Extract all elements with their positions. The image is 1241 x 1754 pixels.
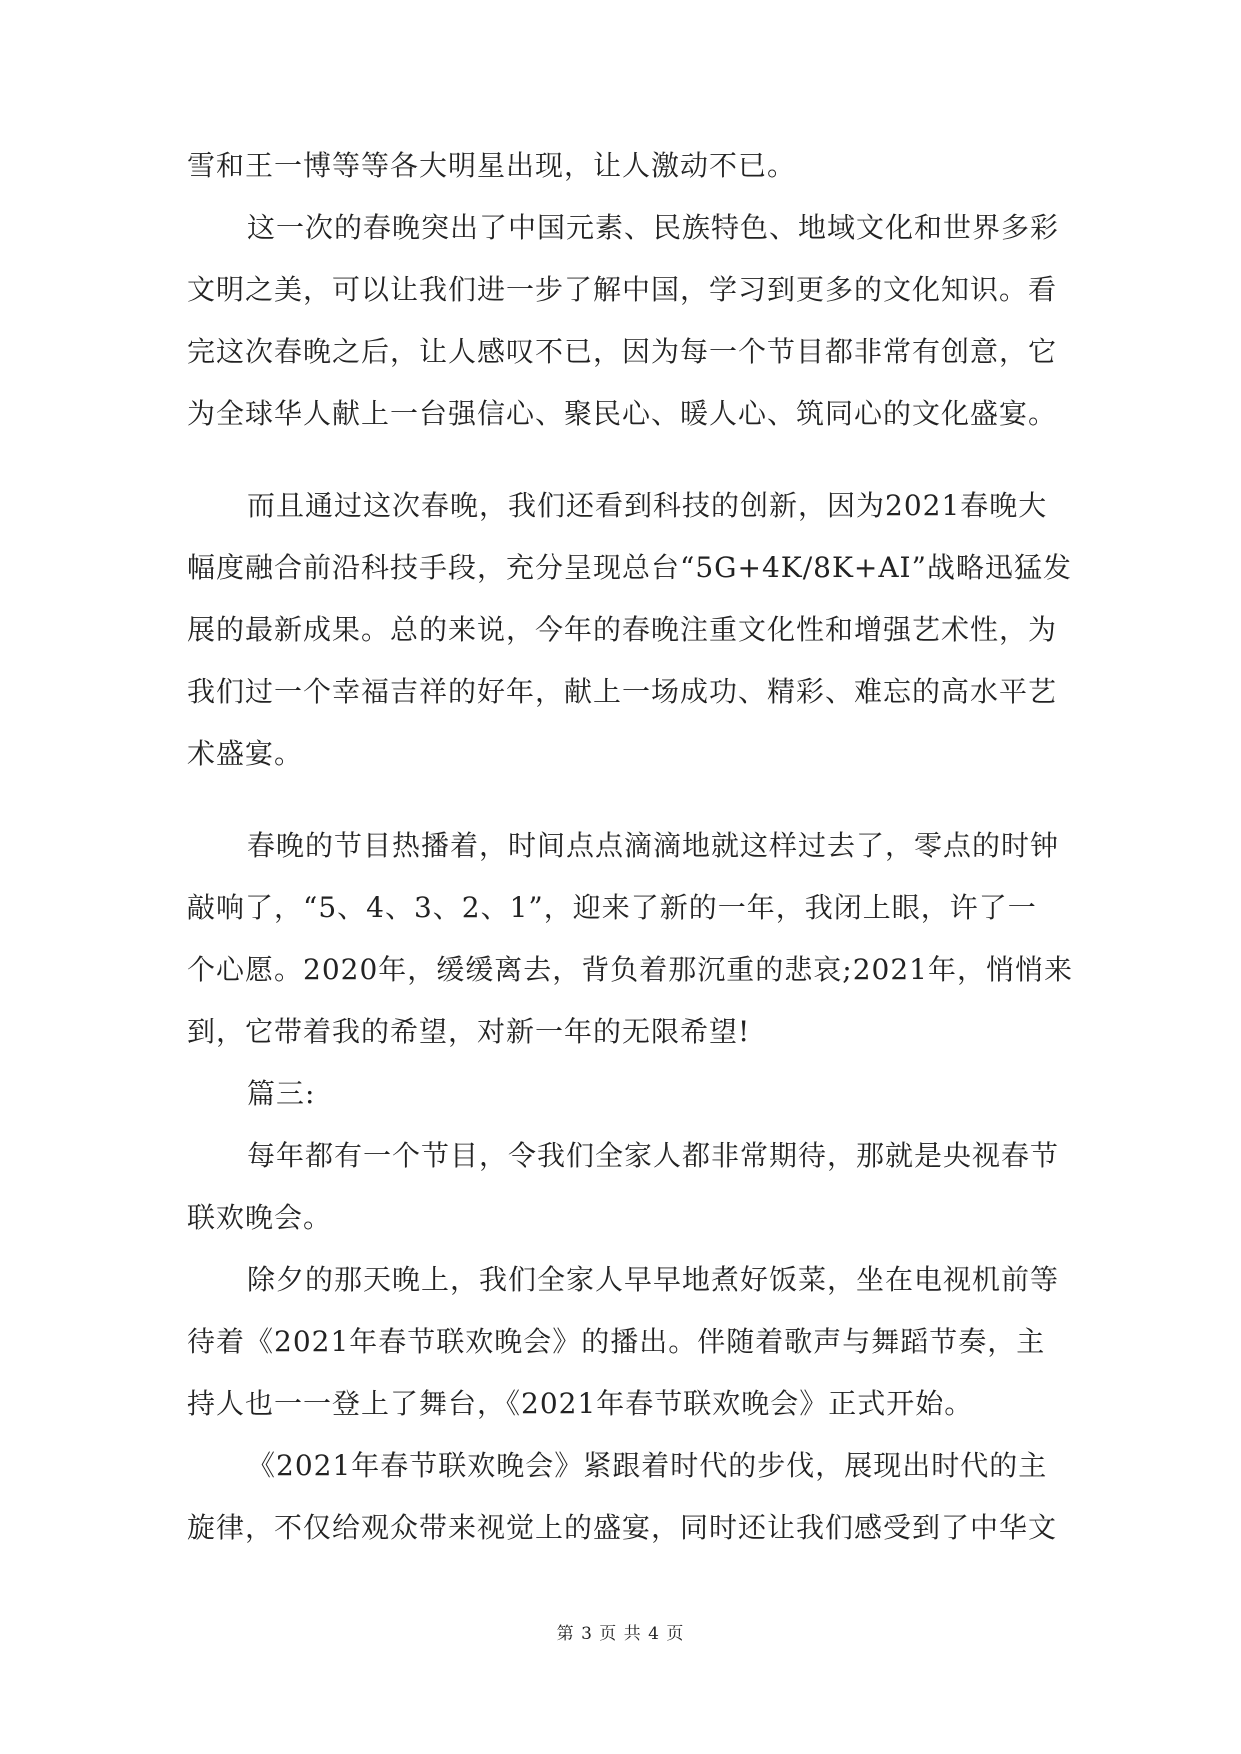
text-line: 而且通过这次春晚，我们还看到科技的创新，因为2021春晚大 bbox=[247, 489, 1048, 522]
page-footer: 第 3 页 共 4 页 bbox=[556, 1624, 685, 1644]
text-line: 我们过一个幸福吉祥的好年，献上一场成功、精彩、难忘的高水平艺 bbox=[187, 675, 1058, 708]
text-line: 待着《2021年春节联欢晚会》的播出。伴随着歌声与舞蹈节奏，主 bbox=[187, 1325, 1046, 1358]
text-line: 幅度融合前沿科技手段，充分呈现总台“5G+4K/8K+AI”战略迅猛发 bbox=[187, 551, 1072, 584]
section-heading: 篇三: bbox=[247, 1077, 316, 1110]
text-line: 除夕的那天晚上，我们全家人早早地煮好饭菜，坐在电视机前等 bbox=[247, 1263, 1060, 1296]
text-line: 为全球华人献上一台强信心、聚民心、暖人心、筑同心的文化盛宴。 bbox=[187, 397, 1058, 430]
text-line: 展的最新成果。总的来说，今年的春晚注重文化性和增强艺术性，为 bbox=[187, 613, 1058, 646]
text-line: 个心愿。2020年，缓缓离去，背负着那沉重的悲哀;2021年，悄悄来 bbox=[187, 953, 1073, 986]
text-line: 术盛宴。 bbox=[187, 737, 304, 770]
text-line: 每年都有一个节目，令我们全家人都非常期待，那就是央视春节 bbox=[247, 1139, 1060, 1172]
text-line: 完这次春晚之后，让人感叹不已，因为每一个节目都非常有创意，它 bbox=[187, 335, 1058, 368]
text-line: 这一次的春晚突出了中国元素、民族特色、地域文化和世界多彩 bbox=[247, 211, 1060, 244]
text-line: 文明之美，可以让我们进一步了解中国，学习到更多的文化知识。看 bbox=[187, 273, 1058, 306]
text-line: 敲响了，“5、4、3、2、1”，迎来了新的一年，我闭上眼，许了一 bbox=[187, 891, 1037, 924]
text-line: 《2021年春节联欢晚会》紧跟着时代的步伐，展现出时代的主 bbox=[247, 1449, 1048, 1482]
text-line: 到，它带着我的希望，对新一年的无限希望! bbox=[187, 1015, 751, 1048]
text-line: 旋律，不仅给观众带来视觉上的盛宴，同时还让我们感受到了中华文 bbox=[187, 1511, 1058, 1544]
text-line: 联欢晚会。 bbox=[187, 1201, 333, 1234]
text-line: 持人也一一登上了舞台，《2021年春节联欢晚会》正式开始。 bbox=[187, 1387, 974, 1420]
text-line: 春晚的节目热播着，时间点点滴滴地就这样过去了，零点的时钟 bbox=[247, 829, 1060, 862]
text-line: 雪和王一博等等各大明星出现，让人激动不已。 bbox=[187, 149, 797, 182]
